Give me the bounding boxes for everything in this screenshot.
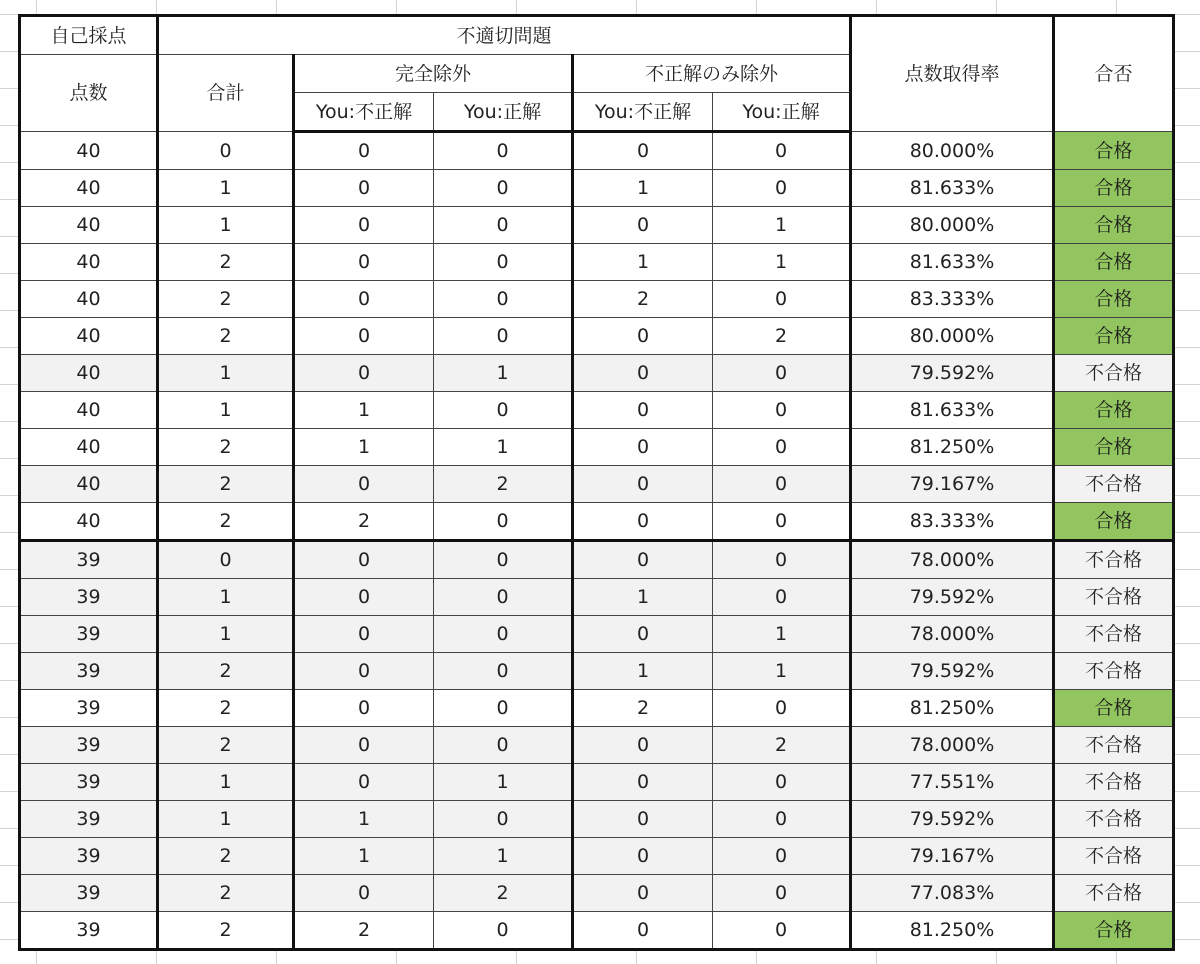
full-exclude-you-wrong-cell[interactable]: 0 [294, 318, 434, 355]
full-exclude-you-right-cell[interactable]: 0 [434, 392, 573, 429]
wrong-only-you-right-cell[interactable]: 0 [713, 541, 851, 579]
full-exclude-you-wrong-cell[interactable]: 0 [294, 579, 434, 616]
score-cell[interactable]: 39 [20, 838, 158, 875]
table-row [20, 503, 1174, 541]
score-cell[interactable]: 40 [20, 503, 158, 541]
result-cell[interactable]: 不合格 [1054, 355, 1174, 392]
wrong-only-you-right-cell[interactable]: 1 [713, 244, 851, 281]
table-row [20, 579, 1174, 616]
score-cell[interactable]: 39 [20, 616, 158, 653]
table-row [20, 616, 1174, 653]
table-row [20, 764, 1174, 801]
wrong-only-you-right-cell[interactable]: 1 [713, 207, 851, 244]
score-cell[interactable]: 39 [20, 690, 158, 727]
wrong-only-you-right-cell[interactable]: 0 [713, 355, 851, 392]
table-row [20, 132, 1174, 170]
score-cell[interactable]: 40 [20, 132, 158, 170]
full-exclude-you-right-cell[interactable]: 0 [434, 912, 573, 950]
table-row [20, 653, 1174, 690]
result-cell[interactable]: 不合格 [1054, 616, 1174, 653]
wrong-only-you-right-header[interactable]: You:正解 [713, 93, 851, 132]
total-cell[interactable]: 2 [158, 281, 294, 318]
table-row [20, 541, 1174, 579]
total-cell[interactable]: 2 [158, 244, 294, 281]
wrong-only-you-wrong-cell[interactable]: 0 [573, 503, 713, 541]
wrong-only-you-wrong-cell[interactable]: 0 [573, 764, 713, 801]
full-exclude-you-wrong-cell[interactable]: 0 [294, 875, 434, 912]
wrong-only-you-wrong-cell[interactable]: 0 [573, 318, 713, 355]
wrong-only-you-wrong-cell[interactable]: 0 [573, 207, 713, 244]
score-cell[interactable]: 39 [20, 801, 158, 838]
wrong-only-you-right-cell[interactable]: 2 [713, 727, 851, 764]
full-exclude-you-wrong-cell[interactable]: 0 [294, 541, 434, 579]
rate-cell[interactable]: 81.250% [851, 912, 1054, 950]
rate-cell[interactable]: 77.551% [851, 764, 1054, 801]
rate-cell[interactable]: 79.167% [851, 466, 1054, 503]
result-cell[interactable]: 合格 [1054, 281, 1174, 318]
wrong-only-you-wrong-cell[interactable]: 1 [573, 170, 713, 207]
result-cell[interactable]: 不合格 [1054, 875, 1174, 912]
result-header[interactable]: 合否 [1054, 16, 1174, 132]
rate-cell[interactable]: 80.000% [851, 318, 1054, 355]
total-cell[interactable]: 2 [158, 875, 294, 912]
full-exclude-you-wrong-cell[interactable]: 1 [294, 429, 434, 466]
full-exclude-you-right-cell[interactable]: 1 [434, 838, 573, 875]
inappropriate-header[interactable]: 不適切問題 [158, 16, 851, 55]
self-score-header[interactable]: 自己採点 [20, 16, 158, 55]
wrong-only-you-wrong-cell[interactable]: 1 [573, 244, 713, 281]
full-exclude-you-wrong-cell[interactable]: 0 [294, 466, 434, 503]
score-cell[interactable]: 39 [20, 653, 158, 690]
result-cell[interactable]: 不合格 [1054, 541, 1174, 579]
score-cell[interactable]: 40 [20, 355, 158, 392]
full-exclude-you-right-cell[interactable]: 0 [434, 244, 573, 281]
total-header[interactable]: 合計 [158, 55, 294, 132]
wrong-only-you-wrong-cell[interactable]: 2 [573, 281, 713, 318]
full-exclude-you-wrong-cell[interactable]: 0 [294, 355, 434, 392]
full-exclude-you-wrong-cell[interactable]: 0 [294, 132, 434, 170]
wrong-only-you-right-cell[interactable]: 0 [713, 281, 851, 318]
result-table [18, 14, 1175, 951]
result-cell[interactable]: 合格 [1054, 429, 1174, 466]
full-exclude-you-right-cell[interactable]: 0 [434, 653, 573, 690]
full-exclude-you-right-cell[interactable]: 0 [434, 579, 573, 616]
full-exclude-you-right-cell[interactable]: 2 [434, 875, 573, 912]
full-exclude-you-wrong-cell[interactable]: 1 [294, 838, 434, 875]
result-cell[interactable]: 不合格 [1054, 579, 1174, 616]
rate-cell[interactable]: 81.250% [851, 690, 1054, 727]
rate-cell[interactable]: 78.000% [851, 727, 1054, 764]
full-exclude-you-right-cell[interactable]: 0 [434, 690, 573, 727]
table-row [20, 170, 1174, 207]
full-exclude-you-wrong-cell[interactable]: 1 [294, 392, 434, 429]
wrong-only-you-right-cell[interactable]: 0 [713, 801, 851, 838]
full-exclude-header[interactable]: 完全除外 [294, 55, 573, 93]
table-row [20, 466, 1174, 503]
score-cell[interactable]: 40 [20, 466, 158, 503]
full-exclude-you-wrong-cell[interactable]: 1 [294, 801, 434, 838]
total-cell[interactable]: 1 [158, 207, 294, 244]
wrong-only-you-right-cell[interactable]: 0 [713, 170, 851, 207]
wrong-only-you-right-cell[interactable]: 2 [713, 318, 851, 355]
rate-cell[interactable]: 80.000% [851, 132, 1054, 170]
total-cell[interactable]: 2 [158, 429, 294, 466]
result-cell[interactable]: 不合格 [1054, 764, 1174, 801]
table-row [20, 392, 1174, 429]
full-exclude-you-right-cell[interactable]: 0 [434, 616, 573, 653]
score-cell[interactable]: 40 [20, 318, 158, 355]
score-cell[interactable]: 40 [20, 281, 158, 318]
wrong-only-you-wrong-cell[interactable]: 0 [573, 429, 713, 466]
table-row [20, 318, 1174, 355]
wrong-only-you-wrong-header[interactable]: You:不正解 [573, 93, 713, 132]
wrong-only-you-wrong-cell[interactable]: 0 [573, 875, 713, 912]
table-row [20, 244, 1174, 281]
total-cell[interactable]: 1 [158, 392, 294, 429]
full-exclude-you-wrong-cell[interactable]: 0 [294, 281, 434, 318]
wrong-only-you-right-cell[interactable]: 0 [713, 838, 851, 875]
wrong-only-you-wrong-cell[interactable]: 2 [573, 690, 713, 727]
full-exclude-you-right-cell[interactable]: 2 [434, 466, 573, 503]
wrong-only-you-wrong-cell[interactable]: 0 [573, 392, 713, 429]
table-row [20, 207, 1174, 244]
table-row [20, 727, 1174, 764]
wrong-only-you-wrong-cell[interactable]: 0 [573, 727, 713, 764]
total-cell[interactable]: 2 [158, 653, 294, 690]
rate-cell[interactable]: 78.000% [851, 616, 1054, 653]
total-cell[interactable]: 2 [158, 838, 294, 875]
wrong-only-you-wrong-cell[interactable]: 1 [573, 653, 713, 690]
result-cell[interactable]: 合格 [1054, 244, 1174, 281]
total-cell[interactable]: 2 [158, 318, 294, 355]
total-cell[interactable]: 1 [158, 801, 294, 838]
score-cell[interactable]: 39 [20, 727, 158, 764]
full-exclude-you-wrong-cell[interactable]: 0 [294, 764, 434, 801]
total-cell[interactable]: 1 [158, 355, 294, 392]
result-cell[interactable]: 合格 [1054, 318, 1174, 355]
total-cell[interactable]: 1 [158, 616, 294, 653]
score-cell[interactable]: 39 [20, 875, 158, 912]
table-row [20, 281, 1174, 318]
wrong-only-you-right-cell[interactable]: 0 [713, 429, 851, 466]
total-cell[interactable]: 2 [158, 690, 294, 727]
result-cell[interactable]: 不合格 [1054, 801, 1174, 838]
result-cell[interactable]: 不合格 [1054, 727, 1174, 764]
total-cell[interactable]: 0 [158, 132, 294, 170]
score-cell[interactable]: 39 [20, 579, 158, 616]
full-exclude-you-right-cell[interactable]: 0 [434, 132, 573, 170]
full-exclude-you-wrong-cell[interactable]: 0 [294, 690, 434, 727]
wrong-only-you-right-cell[interactable]: 0 [713, 503, 851, 541]
wrong-only-you-right-cell[interactable]: 0 [713, 912, 851, 950]
score-cell[interactable]: 39 [20, 764, 158, 801]
full-exclude-you-right-cell[interactable]: 0 [434, 727, 573, 764]
wrong-only-you-wrong-cell[interactable]: 0 [573, 912, 713, 950]
wrong-only-you-right-cell[interactable]: 0 [713, 875, 851, 912]
result-cell[interactable]: 不合格 [1054, 653, 1174, 690]
result-cell[interactable]: 合格 [1054, 912, 1174, 950]
full-exclude-you-right-cell[interactable]: 1 [434, 764, 573, 801]
wrong-only-you-wrong-cell[interactable]: 0 [573, 466, 713, 503]
full-exclude-you-wrong-cell[interactable]: 0 [294, 616, 434, 653]
rate-cell[interactable]: 79.167% [851, 838, 1054, 875]
score-cell[interactable]: 40 [20, 392, 158, 429]
full-exclude-you-wrong-cell[interactable]: 0 [294, 653, 434, 690]
result-cell[interactable]: 合格 [1054, 503, 1174, 541]
score-cell[interactable]: 40 [20, 429, 158, 466]
full-exclude-you-right-cell[interactable]: 0 [434, 541, 573, 579]
full-exclude-you-right-cell[interactable]: 0 [434, 170, 573, 207]
full-exclude-you-right-header[interactable]: You:正解 [434, 93, 573, 132]
full-exclude-you-right-cell[interactable]: 0 [434, 207, 573, 244]
total-cell[interactable]: 2 [158, 727, 294, 764]
wrong-only-you-wrong-cell[interactable]: 1 [573, 579, 713, 616]
header-row-1 [20, 16, 1174, 55]
wrong-only-you-wrong-cell[interactable]: 0 [573, 541, 713, 579]
rate-cell[interactable]: 80.000% [851, 207, 1054, 244]
score-cell[interactable]: 39 [20, 541, 158, 579]
wrong-only-you-right-cell[interactable]: 0 [713, 392, 851, 429]
wrong-only-you-right-cell[interactable]: 1 [713, 653, 851, 690]
full-exclude-you-right-cell[interactable]: 0 [434, 503, 573, 541]
table-row [20, 429, 1174, 466]
result-cell[interactable]: 合格 [1054, 170, 1174, 207]
rate-cell[interactable]: 78.000% [851, 541, 1054, 579]
result-cell[interactable]: 不合格 [1054, 838, 1174, 875]
result-cell[interactable]: 合格 [1054, 132, 1174, 170]
full-exclude-you-right-cell[interactable]: 0 [434, 281, 573, 318]
rate-header[interactable]: 点数取得率 [851, 16, 1054, 132]
result-cell[interactable]: 合格 [1054, 392, 1174, 429]
rate-cell[interactable]: 79.592% [851, 653, 1054, 690]
full-exclude-you-right-cell[interactable]: 0 [434, 801, 573, 838]
rate-cell[interactable]: 79.592% [851, 579, 1054, 616]
rate-cell[interactable]: 81.633% [851, 244, 1054, 281]
table-row [20, 690, 1174, 727]
wrong-only-you-right-cell[interactable]: 0 [713, 132, 851, 170]
full-exclude-you-right-cell[interactable]: 1 [434, 429, 573, 466]
score-header[interactable]: 点数 [20, 55, 158, 132]
wrong-only-you-right-cell[interactable]: 1 [713, 616, 851, 653]
wrong-only-you-wrong-cell[interactable]: 0 [573, 132, 713, 170]
full-exclude-you-wrong-header[interactable]: You:不正解 [294, 93, 434, 132]
score-cell[interactable]: 40 [20, 170, 158, 207]
full-exclude-you-wrong-cell[interactable]: 0 [294, 170, 434, 207]
table-row [20, 355, 1174, 392]
table-row [20, 912, 1174, 950]
full-exclude-you-wrong-cell[interactable]: 2 [294, 912, 434, 950]
rate-cell[interactable]: 83.333% [851, 503, 1054, 541]
rate-cell[interactable]: 81.633% [851, 170, 1054, 207]
total-cell[interactable]: 1 [158, 170, 294, 207]
wrong-only-you-wrong-cell[interactable]: 0 [573, 801, 713, 838]
full-exclude-you-wrong-cell[interactable]: 0 [294, 207, 434, 244]
rate-cell[interactable]: 77.083% [851, 875, 1054, 912]
wrong-only-you-right-cell[interactable]: 0 [713, 764, 851, 801]
wrong-only-you-wrong-cell[interactable]: 0 [573, 355, 713, 392]
full-exclude-you-right-cell[interactable]: 0 [434, 318, 573, 355]
total-cell[interactable]: 2 [158, 912, 294, 950]
wrong-only-exclude-header[interactable]: 不正解のみ除外 [573, 55, 851, 93]
wrong-only-you-right-cell[interactable]: 0 [713, 579, 851, 616]
wrong-only-you-wrong-cell[interactable]: 0 [573, 616, 713, 653]
full-exclude-you-right-cell[interactable]: 1 [434, 355, 573, 392]
wrong-only-you-right-cell[interactable]: 0 [713, 690, 851, 727]
result-cell[interactable]: 合格 [1054, 207, 1174, 244]
total-cell[interactable]: 1 [158, 579, 294, 616]
rate-cell[interactable]: 81.250% [851, 429, 1054, 466]
total-cell[interactable]: 2 [158, 466, 294, 503]
full-exclude-you-wrong-cell[interactable]: 2 [294, 503, 434, 541]
result-cell[interactable]: 不合格 [1054, 466, 1174, 503]
total-cell[interactable]: 0 [158, 541, 294, 579]
wrong-only-you-wrong-cell[interactable]: 0 [573, 838, 713, 875]
score-cell[interactable]: 40 [20, 244, 158, 281]
result-cell[interactable]: 合格 [1054, 690, 1174, 727]
full-exclude-you-wrong-cell[interactable]: 0 [294, 244, 434, 281]
full-exclude-you-wrong-cell[interactable]: 0 [294, 727, 434, 764]
table-row [20, 838, 1174, 875]
total-cell[interactable]: 1 [158, 764, 294, 801]
rate-cell[interactable]: 79.592% [851, 801, 1054, 838]
table-row [20, 801, 1174, 838]
wrong-only-you-right-cell[interactable]: 0 [713, 466, 851, 503]
rate-cell[interactable]: 83.333% [851, 281, 1054, 318]
score-cell[interactable]: 39 [20, 912, 158, 950]
rate-cell[interactable]: 81.633% [851, 392, 1054, 429]
score-cell[interactable]: 40 [20, 207, 158, 244]
table-row [20, 875, 1174, 912]
rate-cell[interactable]: 79.592% [851, 355, 1054, 392]
total-cell[interactable]: 2 [158, 503, 294, 541]
